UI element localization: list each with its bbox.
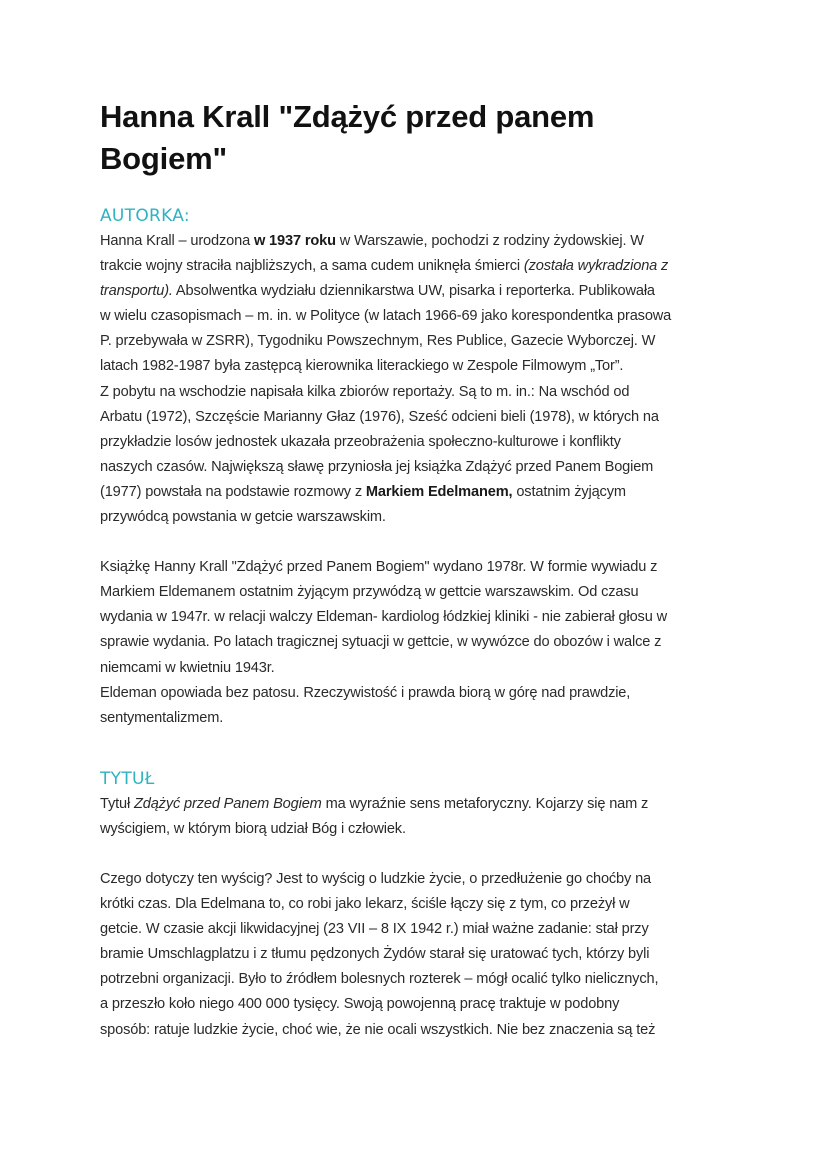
italic-book-title: Zdążyć przed Panem Bogiem — [133, 795, 322, 812]
section-heading-tytul: TYTUŁ — [100, 768, 155, 789]
paragraph-book-info: Książkę Hanny Krall "Zdążyć przed Panem Bogiem" wydano 1978r. W formie wywiadu z Markiem Eldemanem ostatnim żyjącym przywódzą w gettcie warszawskim. Od czasu wydania w 1947r. w relacji walczy Eldeman- kardiolog łódzkiej kliniki - nie zabierał głosu w sprawie wydania. Po latach tragicznej sytuacji w gettcie, w wywózce do obozów i walce z niemcami w kwietniu 1943r. Eldeman opowiada bez patosu. Rzeczywistość i prawda biorą w górę nad prawdzie, sentymentalizmem. — [100, 559, 667, 726]
document-page — [100, 96, 730, 1043]
paragraph-race-explanation: Czego dotyczy ten wyścig? Jest to wyścig o ludzkie życie, o przedłużenie go choćby na krótki czas. Dla Edelmana to, co robi jako lekarz, ściśle łączy się z tym, co przeżył w getcie. W czasie akcji likwidacyjnej (23 VII – 8 IX 1942 r.) miał ważne zadanie: stał przy bramie Umschlagplatzu i z tłumu pędzonych Żydów starał się uratować tych, którzy byli potrzebni organizacji. Było to źródłem bolesnych rozterek – mógł ocalić tylko nielicznych, a przeszło koło niego 400 000 tysięcy. Swoją powojenną pracę traktuje w podobny sposób: ratuje ludzkie życie, choć wie, że nie ocali wszystkich. Nie bez znaczenia są też — [100, 870, 659, 1038]
italic-note: (została wykradziona z — [523, 258, 669, 275]
title-line-2: Bogiem" — [100, 141, 227, 176]
emphasis-edelman: Markiem Edelmanem, — [365, 483, 513, 500]
section-tytul — [100, 768, 730, 1043]
section-autorka — [100, 205, 730, 731]
paragraph-title-meaning: Tytuł Zdążyć przed Panem Bogiem ma wyraźnie sens metaforyczny. Kojarzy się nam z wyścigiem, w którym biorą udział Bóg i człowiek. — [100, 795, 649, 837]
emphasis-birth-year: w 1937 roku — [253, 233, 336, 249]
document-title — [100, 96, 730, 180]
paragraph-spacer — [100, 842, 730, 867]
section-spacer — [100, 731, 730, 768]
paragraph-spacer — [100, 530, 730, 555]
title-line-1: Hanna Krall "Zdążyć przed panem — [100, 99, 595, 134]
paragraph-author-bio: Hanna Krall – urodzona w 1937 roku w Warszawie, pochodzi z rodziny żydowskiej. W trakcie wojny straciła najbliższych, a sama cudem uniknęła śmierci (została wykradziona z transportu). Absolwentka wydziału dziennikarstwa UW, pisarka i reporterka. Publikowała w wielu czasopismach – m. in. w Polityce (w latach 1966-69 jako korespondentka prasowa P. przebywała w ZSRR), Tygodniku Powszechnym, Res Publice, Gazecie Wyborczej. W latach 1982-1987 była zastępcą kierownika literackiego w Zespole Filmowym „Tor”. Z pobytu na wschodzie napisała kilka zbiorów reportaży. Są to m. in.: Na wschód od Arbatu (1972), Szczęście Marianny Głaz (1976), Sześć odcieni bieli (1978), w których na przykładzie losów jednostek ukazała przeobrażenia społeczno-kulturowe i konflikty naszych czasów. Największą sławę przyniosła jej książka Zdążyć przed Panem Bogiem (1977) powstała na podstawie rozmowy z Markiem Edelmanem, ostatnim żyjącym przywódcą powstania w getcie warszawskim. — [100, 233, 672, 526]
section-heading-autorka: AUTORKA: — [100, 206, 190, 226]
italic-note-cont: transportu). — [100, 283, 173, 300]
